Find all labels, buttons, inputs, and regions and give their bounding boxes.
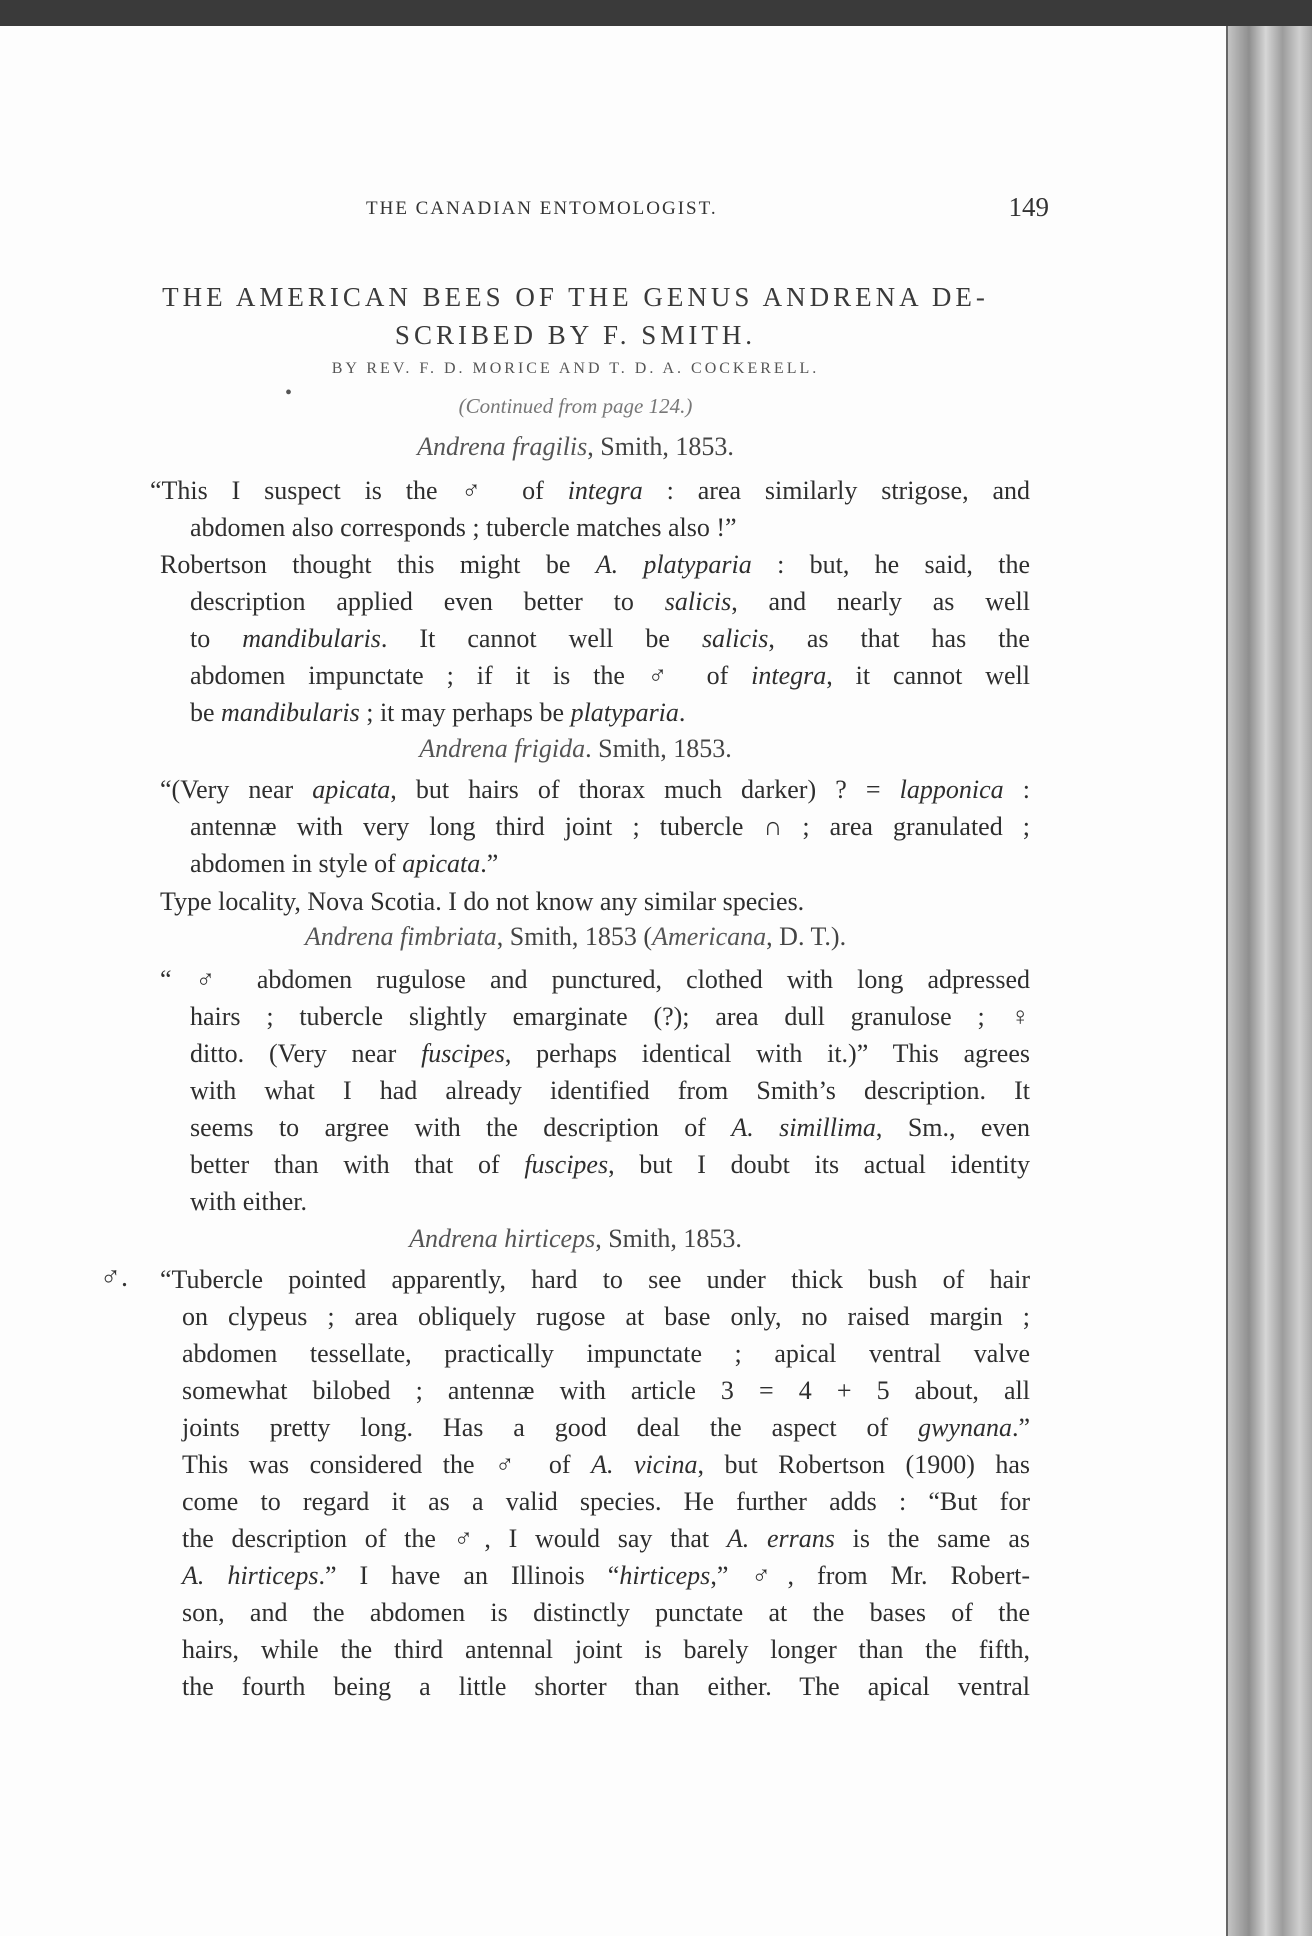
species-heading-frigida: [108, 734, 1043, 764]
page-number: 149: [1008, 192, 1049, 222]
species-authority: , Smith, 1853.: [587, 432, 734, 461]
text-line: better than with that of fuscipes, but I doubt its actual identity: [190, 1150, 1030, 1179]
species-heading-fragilis: [108, 432, 1043, 462]
stray-mark: •: [285, 382, 293, 404]
text-line: abdomen in style of apicata.”: [190, 849, 499, 878]
text-line: antennæ with very long third joint ; tubercle ∩ ; area granulated ;: [190, 812, 1030, 841]
species-name: Andrena fragilis: [417, 432, 588, 461]
text-line: ditto. (Very near fuscipes, perhaps identical with it.)” This agrees: [190, 1039, 1030, 1068]
species-authority: . Smith, 1853.: [585, 734, 732, 763]
text-line: joints pretty long. Has a good deal the aspect of gwynana.”: [182, 1413, 1030, 1442]
species-name: Andrena hirticeps: [409, 1224, 596, 1253]
text-line: hairs ; tubercle slightly emarginate (?); area dull granulose ; ♀: [190, 1002, 1030, 1031]
species-heading-hirticeps: [108, 1224, 1043, 1254]
article-title-line-2: SCRIBED BY F. SMITH.: [394, 320, 757, 350]
text-line: with either.: [190, 1187, 307, 1216]
text-line: with what I had already identified from Smith’s description. It: [190, 1076, 1030, 1105]
text-line: A. hirticeps.” I have an Illinois “hirticeps,” ♂, from Mr. Robert-: [182, 1561, 1030, 1590]
species-authority: , Smith, 1853.: [595, 1224, 742, 1253]
article-byline: BY REV. F. D. MORICE AND T. D. A. COCKERELL.: [331, 360, 820, 377]
running-header-title: THE CANADIAN ENTOMOLOGIST.: [366, 198, 718, 219]
text-line: description applied even better to salicis, and nearly as well: [190, 587, 1030, 616]
text-line: son, and the abdomen is distinctly punctate at the bases of the: [182, 1598, 1030, 1627]
text-line: abdomen tessellate, practically impunctate ; apical ventral valve: [182, 1339, 1030, 1368]
text-line: “This I suspect is the ♂ of integra : area similarly strigose, and: [150, 476, 1031, 505]
species-heading-fimbriata: Andrena fimbriata, Smith, 1853 (Americana, D. T.).: [304, 922, 847, 951]
text-line: Robertson thought this might be A. platyparia : but, he said, the: [160, 550, 1031, 579]
text-line: hairs, while the third antennal joint is barely longer than the fifth,: [182, 1635, 1030, 1664]
text-line: seems to argree with the description of A. simillima, Sm., even: [190, 1113, 1031, 1142]
text-line: abdomen impunctate ; if it is the ♂ of integra, it cannot well: [190, 661, 1031, 690]
text-line: abdomen also corresponds ; tubercle matches also !”: [190, 513, 737, 542]
text-line: “Tubercle pointed apparently, hard to see under thick bush of hair: [160, 1265, 1030, 1294]
article-title-line-1: THE AMERICAN BEES OF THE GENUS ANDRENA DE-: [162, 282, 989, 312]
species-name: Andrena fimbriata: [304, 922, 497, 951]
continued-note: (Continued from page 124.): [458, 394, 693, 418]
text-line: to mandibularis. It cannot well be salicis, as that has the: [190, 624, 1030, 653]
text-line: the description of the ♂, I would say that A. errans is the same as: [182, 1524, 1030, 1553]
text-line: on clypeus ; area obliquely rugose at base only, no raised margin ;: [182, 1302, 1030, 1331]
book-page-edges: [1228, 26, 1312, 1936]
text-line: somewhat bilobed ; antennæ with article 3 = 4 + 5 about, all: [182, 1376, 1030, 1405]
text-line: the fourth being a little shorter than either. The apical ventral: [182, 1672, 1030, 1701]
text-line: come to regard it as a valid species. He further adds : “But for: [182, 1487, 1030, 1516]
text-line: Type locality, Nova Scotia. I do not know any similar species.: [160, 887, 805, 916]
species-name: Andrena frigida: [419, 734, 586, 763]
margin-annotation: ♂.: [100, 1262, 128, 1293]
text-line: be mandibularis ; it may perhaps be platyparia.: [190, 698, 686, 727]
text-line: “(Very near apicata, but hairs of thorax much darker) ? = lapponica :: [160, 775, 1030, 804]
text-line: This was considered the ♂ of A. vicina, but Robertson (1900) has: [182, 1450, 1030, 1479]
running-header: [366, 192, 1049, 222]
species-authority: , D. T.).: [766, 922, 847, 951]
text-line: “ ♂ abdomen rugulose and punctured, clothed with long adpressed: [160, 965, 1030, 994]
scan-top-border: [0, 0, 1312, 26]
